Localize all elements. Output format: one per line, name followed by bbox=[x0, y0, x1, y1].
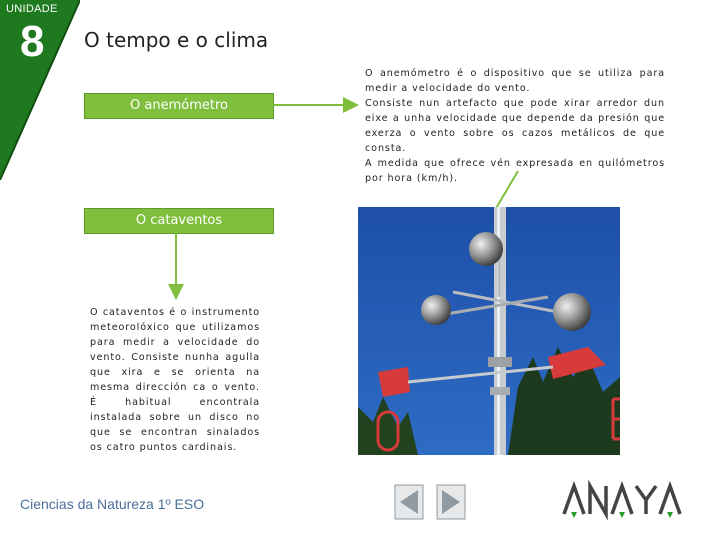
footer-subject: Ciencias da Natureza 1º ESO bbox=[20, 496, 205, 512]
weathervane-description bbox=[90, 305, 260, 455]
weathervane-description-text: O cataventos é o instrumento meteorolóxico que utilizamos para medir a velocidade do vento. Consiste nunha agulla que xira e se orienta na mesma dirección ca o vento. É habitual encontrala instalada sobre un disco no que se encontran sinalados os catro puntos cardinais. bbox=[90, 307, 260, 453]
anemometer-description-line: O anemómetro é o dispositivo que se utiliza para medir a velocidade do vento. bbox=[365, 68, 665, 94]
previous-button[interactable] bbox=[394, 484, 424, 520]
arrow-left-icon bbox=[394, 484, 424, 520]
page-title: O tempo e o clima bbox=[84, 28, 269, 52]
unit-label: UNIDADE bbox=[6, 3, 58, 15]
weathervane-label[interactable]: O cataventos bbox=[84, 208, 274, 234]
anemometer-photo bbox=[358, 207, 620, 455]
anemometer-label[interactable]: O anemómetro bbox=[84, 93, 274, 119]
unit-number: 8 bbox=[20, 17, 45, 66]
anaya-logo bbox=[562, 480, 688, 520]
anemometer-description-line: Consiste nun artefacto que pode xirar arredor dun eixe a unha velocidade que depende da presión que exerza o vento sobre os cazos metálicos de que consta. bbox=[365, 98, 665, 154]
arrow-right-icon bbox=[436, 484, 466, 520]
next-button[interactable] bbox=[436, 484, 466, 520]
anemometer-description bbox=[365, 66, 665, 186]
anemometer-description-line: A medida que ofrece vén expresada en quilómetros por hora (km/h). bbox=[365, 158, 665, 184]
